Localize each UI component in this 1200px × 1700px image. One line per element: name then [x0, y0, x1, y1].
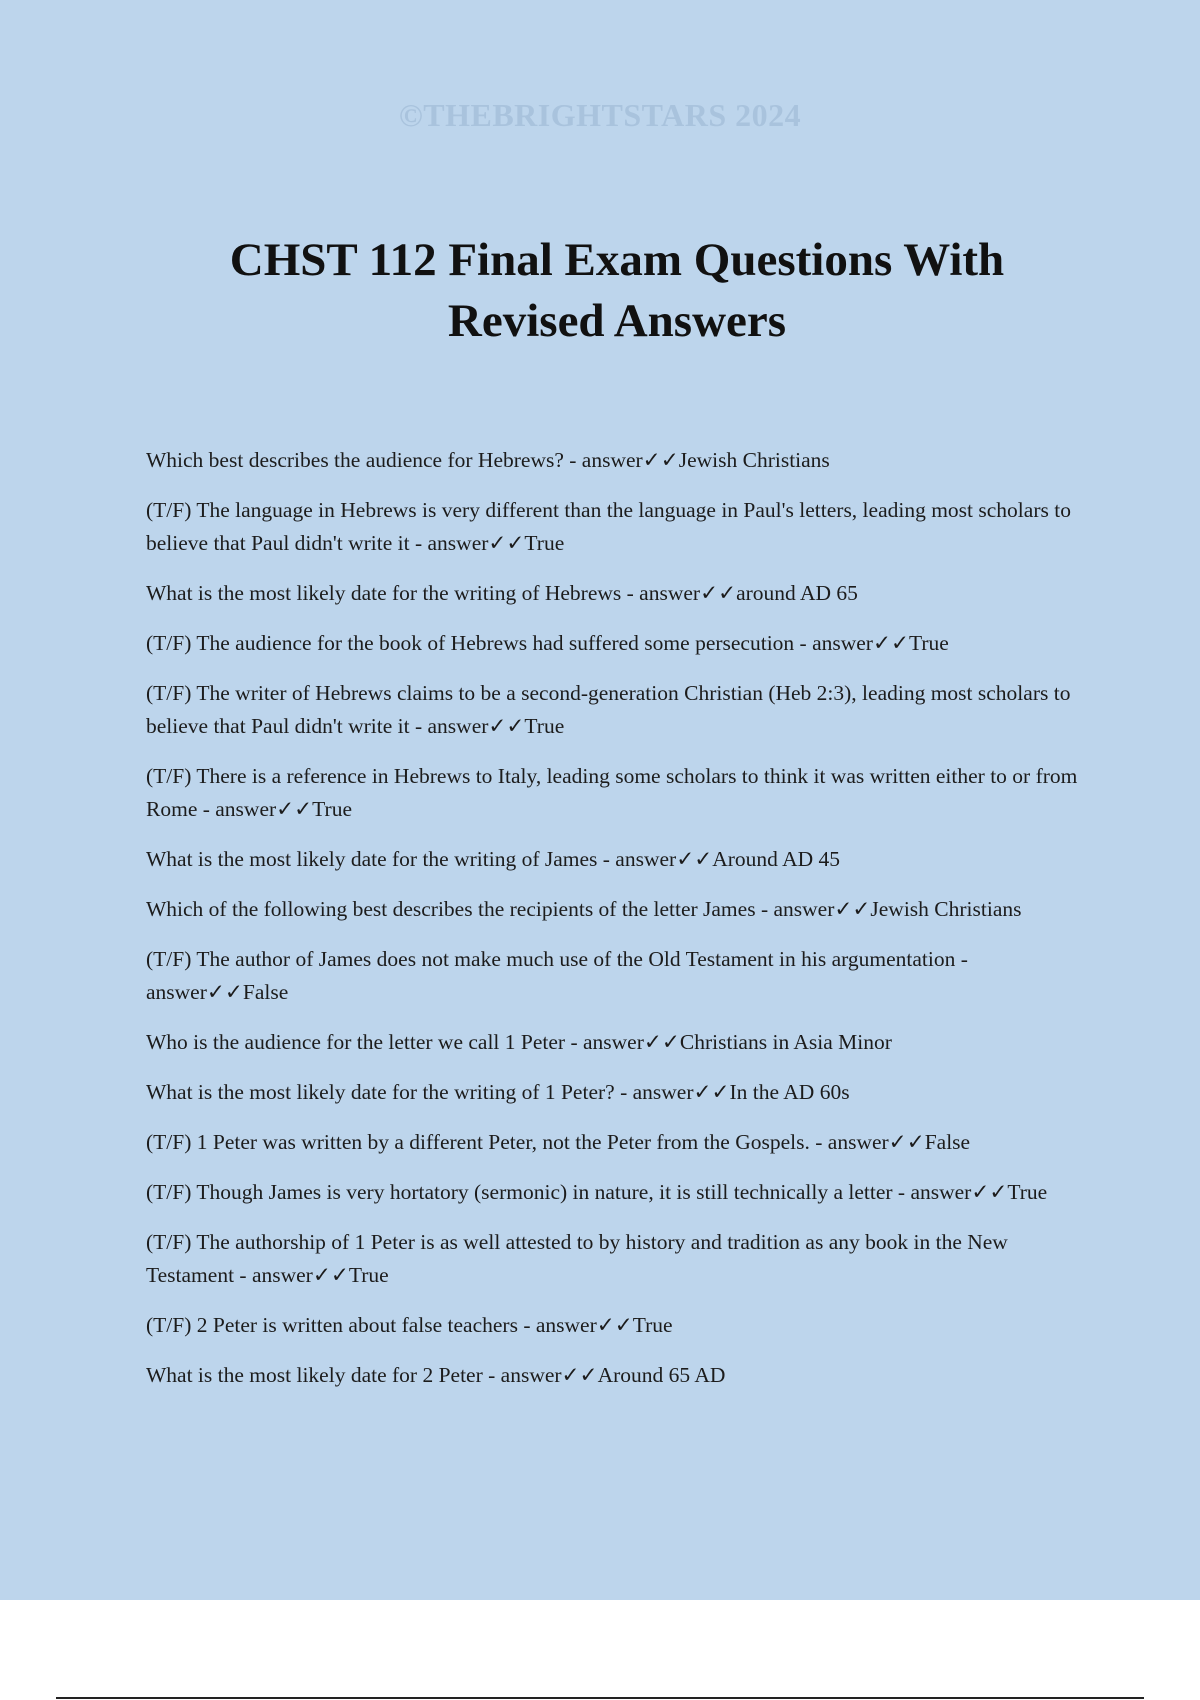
qa-item: (T/F) 2 Peter is written about false teachers - answer✓✓True — [146, 1313, 673, 1337]
qa-item: What is the most likely date for the writing of James - answer✓✓Around AD 45 — [146, 847, 841, 871]
qa-item: Which of the following best describes the recipients of the letter James - answer✓✓Jewish Christians — [146, 897, 1022, 921]
qa-item: (T/F) There is a reference in Hebrews to Italy, leading some scholars to think it was written either to or from Rome - answer✓✓True — [146, 764, 1078, 821]
qa-item: (T/F) The author of James does not make much use of the Old Testament in his argumentation - answer✓✓False — [146, 947, 968, 1004]
qa-item: (T/F) Though James is very hortatory (sermonic) in nature, it is still technically a letter - answer✓✓True — [146, 1180, 1048, 1204]
watermark: ©THEBRIGHTSTARS 2024 — [398, 97, 802, 133]
qa-item: Which best describes the audience for Hebrews? - answer✓✓Jewish Christians — [146, 448, 830, 472]
qa-item: What is the most likely date for the writing of 1 Peter? - answer✓✓In the AD 60s — [146, 1080, 850, 1104]
qa-list — [146, 444, 1086, 1409]
qa-item: What is the most likely date for the writing of Hebrews - answer✓✓around AD 65 — [146, 581, 858, 605]
qa-item: (T/F) The writer of Hebrews claims to be a second-generation Christian (Heb 2:3), leading most scholars to believe that Paul didn't write it - answer✓✓True — [146, 681, 1071, 738]
qa-item: What is the most likely date for 2 Peter - answer✓✓Around 65 AD — [146, 1363, 726, 1387]
qa-item: (T/F) The authorship of 1 Peter is as well attested to by history and tradition as any book in the New Testament - answer✓✓True — [146, 1230, 1008, 1287]
qa-item: (T/F) The audience for the book of Hebrews had suffered some persecution - answer✓✓True — [146, 631, 949, 655]
page-title: CHST 112 Final Exam Questions With Revised Answers — [229, 234, 1005, 347]
qa-item: (T/F) The language in Hebrews is very different than the language in Paul's letters, leading most scholars to believe that Paul didn't write it - answer✓✓True — [146, 498, 1071, 555]
qa-item: (T/F) 1 Peter was written by a different Peter, not the Peter from the Gospels. - answer✓✓False — [146, 1130, 971, 1154]
footer-divider — [56, 1697, 1144, 1699]
qa-item: Who is the audience for the letter we call 1 Peter - answer✓✓Christians in Asia Minor — [146, 1030, 892, 1054]
